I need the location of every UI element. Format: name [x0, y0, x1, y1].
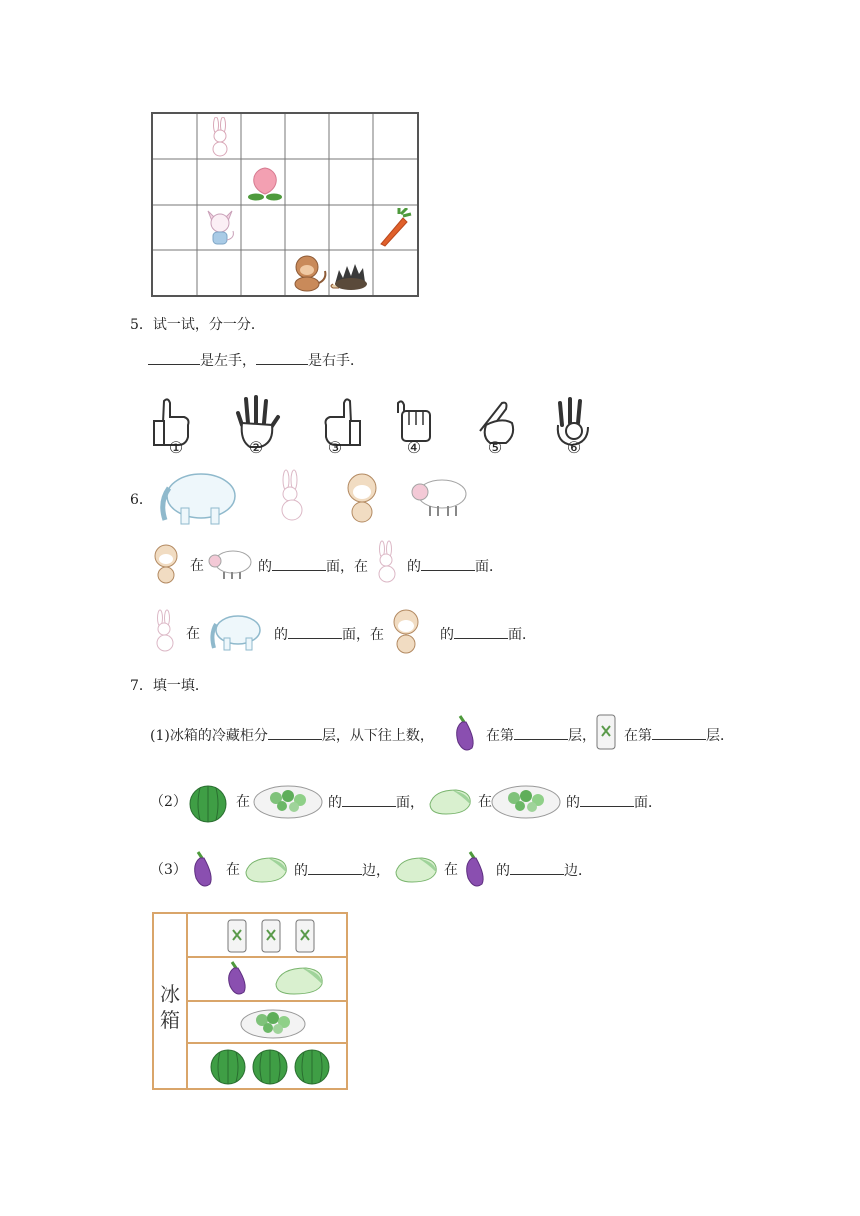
position-grid [151, 112, 419, 297]
monkey-icon-l2 [388, 606, 424, 656]
q7-p1-blank1[interactable] [268, 725, 322, 740]
fridge-label-char1: 冰 [160, 982, 180, 1006]
fridge-label-char2: 箱 [160, 1008, 180, 1032]
monkey-icon [287, 253, 329, 293]
q6-l2-mian2: 面． [508, 627, 536, 643]
q7-p2-prefix: （2） [150, 794, 187, 810]
rabbit-icon-l1 [372, 540, 402, 584]
monkey-icon-l1 [150, 542, 182, 586]
q7-p2-de2: 的 [566, 795, 580, 811]
fridge-shelf-3 [188, 1042, 346, 1044]
eggplant-icon-p3 [190, 850, 216, 890]
elephant-icon [155, 462, 245, 528]
q7-p3-blank2[interactable] [510, 860, 564, 875]
q7-p3-blank1[interactable] [308, 860, 362, 875]
q7-p1-mid: 层，从下往上数， [321, 728, 434, 744]
q7-p2-a [328, 792, 424, 813]
q7-p1-zai2: 在第 [624, 728, 652, 744]
q7-p2-de1: 的 [328, 795, 342, 811]
q7-p1-b [486, 725, 596, 746]
can-icon-p1 [594, 712, 618, 752]
fridge-diagram [152, 912, 348, 1090]
q7-p1-c [624, 725, 734, 746]
q5-left-text: 是左手， [200, 353, 256, 369]
q7-p1-zai1: 在第 [486, 728, 514, 744]
watermelon-icon-p2 [186, 780, 230, 824]
q6-l1-de1: 的 [258, 559, 272, 575]
fridge-label-column [154, 914, 188, 1088]
q5-sentence [148, 350, 364, 371]
q6-l1-blank2[interactable] [421, 556, 475, 571]
cabbage-icon [272, 964, 326, 996]
q6-l1-de2: 的 [407, 559, 421, 575]
q7-p3-de2: 的 [496, 863, 510, 879]
elephant-icon-l2 [206, 608, 266, 654]
watermelon-icon [208, 1046, 248, 1086]
monkey-icon-q6 [342, 468, 384, 526]
q7-p1-prefix: (1)冰箱的冷藏柜分 [150, 728, 268, 744]
rabbit-icon [208, 117, 232, 157]
q6-l2-zai: 在 [186, 626, 200, 642]
q7-p1-blank3[interactable] [652, 725, 706, 740]
hand-label-1: ① [168, 438, 184, 457]
q6-l2-blank1[interactable] [288, 624, 342, 639]
q7-p3-de1: 的 [294, 863, 308, 879]
q6-l2-de2: 的 [440, 627, 454, 643]
can-icon [260, 918, 282, 954]
hand-label-2: ② [248, 438, 264, 457]
cabbage-icon-p3 [242, 854, 290, 884]
eggplant-icon-p1 [452, 714, 478, 754]
q7-p2-zai1: 在 [236, 794, 250, 810]
q7-p3-zai1: 在 [226, 862, 240, 878]
q7-p2-b [566, 792, 662, 813]
q7-p2-blank1[interactable] [342, 792, 396, 807]
q7-p2-blank2[interactable] [580, 792, 634, 807]
q7-title: 7．填一填． [130, 678, 209, 694]
vegetable-plate-icon-p2b [490, 780, 562, 820]
peach-icon [247, 164, 283, 202]
q7-p3-bian2: 边． [564, 863, 592, 879]
q5-right-blank[interactable] [256, 350, 308, 365]
q7-p1-a [150, 725, 434, 746]
q7-p3-b [496, 860, 592, 881]
q6-l1-zai: 在 [190, 558, 204, 574]
q7-p3-a [294, 860, 390, 881]
q6-l1-text [258, 556, 368, 577]
hedgehog-icon [329, 260, 373, 292]
q6-l1-blank1[interactable] [272, 556, 326, 571]
q6-l1-mian1: 面，在 [326, 559, 368, 575]
rabbit-icon-q6 [272, 468, 312, 524]
watermelon-icon [292, 1046, 332, 1086]
vegetable-plate-icon [238, 1004, 308, 1040]
cat-icon [202, 207, 238, 251]
q6-l2-text2 [440, 624, 536, 645]
q6-l2-de1: 的 [274, 627, 288, 643]
q7-p1-ceng2: 层． [706, 728, 734, 744]
can-icon [294, 918, 316, 954]
q6-l1-mian2: 面． [475, 559, 503, 575]
carrot-icon [377, 208, 413, 248]
q5-left-blank[interactable] [148, 350, 200, 365]
fridge-shelf-1 [188, 956, 346, 958]
eggplant-icon [224, 960, 250, 998]
q5-title: 5．试一试，分一分． [130, 317, 265, 333]
q7-p1-blank2[interactable] [514, 725, 568, 740]
sheep-icon-l1 [206, 546, 254, 580]
q7-p3-prefix: （3） [150, 862, 187, 878]
hand-label-3: ③ [327, 438, 343, 457]
fridge-shelf-2 [188, 1000, 346, 1002]
q7-p2-mian2: 面． [634, 795, 662, 811]
q7-p2-mian1: 面， [396, 795, 424, 811]
grid-lines [153, 114, 417, 295]
sheep-icon [408, 474, 470, 518]
q6-number: 6． [130, 492, 153, 508]
q7-p3-bian1: 边， [362, 863, 390, 879]
q6-l1-text2 [407, 556, 503, 577]
hand-label-4: ④ [406, 438, 422, 457]
q7-p3-zai2: 在 [444, 862, 458, 878]
hand-label-6: ⑥ [566, 438, 582, 457]
can-icon [226, 918, 248, 954]
watermelon-icon [250, 1046, 290, 1086]
q7-p2-zai2: 在 [478, 794, 492, 810]
rabbit-icon-l2 [150, 608, 180, 654]
q6-l2-text [274, 624, 384, 645]
hand-label-5: ⑤ [487, 438, 503, 457]
vegetable-plate-icon-p2 [252, 780, 324, 820]
q6-l2-mian1: 面，在 [342, 627, 384, 643]
q6-l2-blank2[interactable] [454, 624, 508, 639]
eggplant-icon-p3b [462, 850, 488, 890]
cabbage-icon-p2 [426, 786, 474, 816]
q7-p1-ceng1: 层， [568, 728, 596, 744]
q5-right-text: 是右手． [308, 353, 364, 369]
cabbage-icon-p3b [392, 854, 440, 884]
